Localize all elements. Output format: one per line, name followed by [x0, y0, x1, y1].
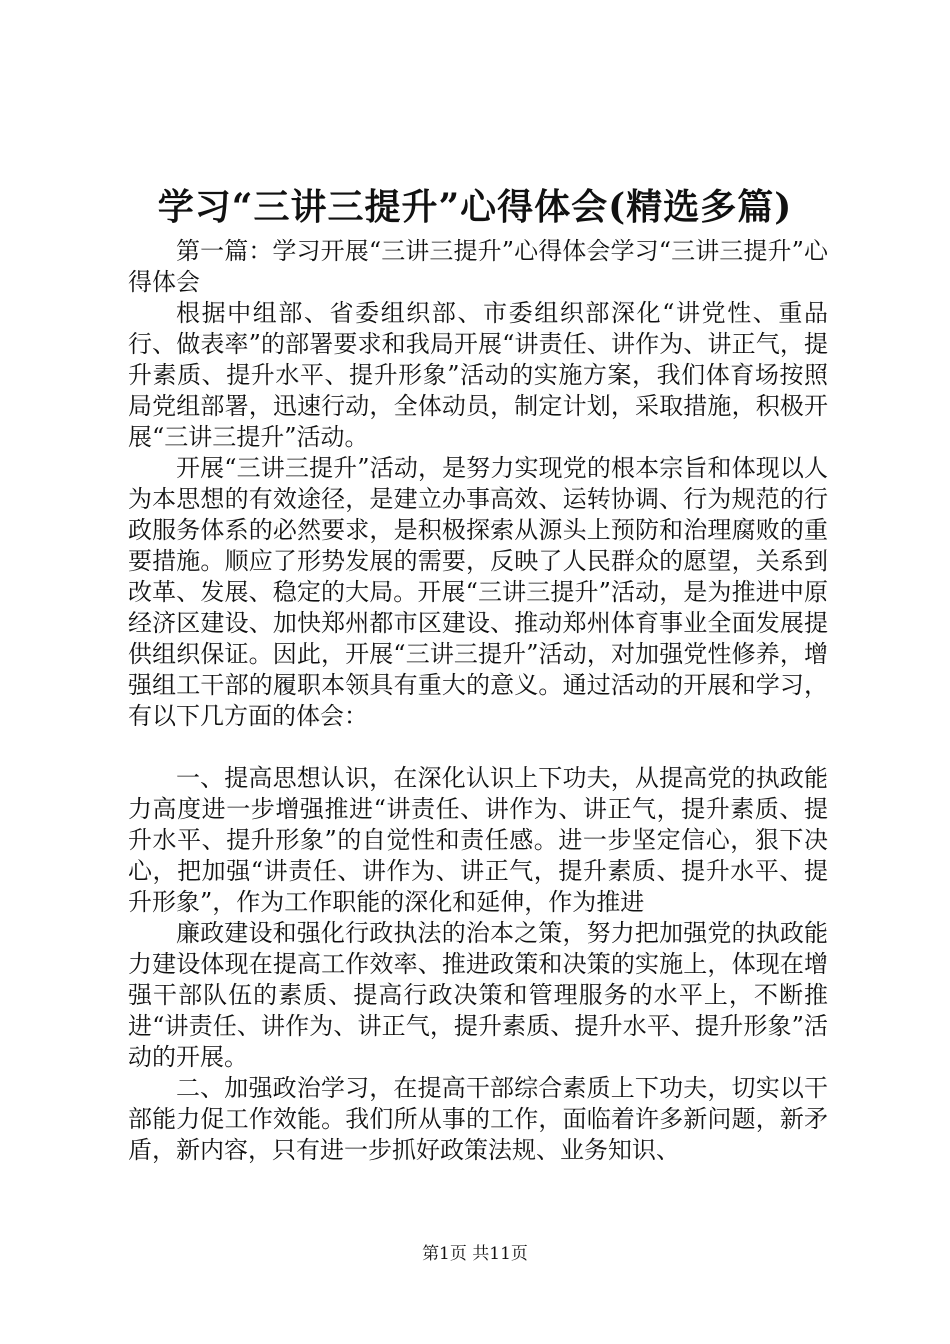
- document-body: [128, 236, 828, 1166]
- paragraph: 二、加强政治学习，在提高干部综合素质上下功夫，切实以干部能力促工作效能。我们所从事的工作，面临着许多新问题，新矛盾，新内容，只有进一步抓好政策法规、业务知识、: [128, 1074, 828, 1164]
- page-footer: 第1页 共11页: [422, 1244, 528, 1264]
- blank-line: [128, 732, 828, 763]
- paragraph: 一、提高思想认识，在深化认识上下功夫，从提高党的执政能力高度进一步增强推进“讲责任、讲作为、讲正气，提升素质、提升水平、提升形象”的自觉性和责任感。进一步坚定信心，狠下决心，把加强“讲责任、讲作为、讲正气，提升素质、提升水平、提升形象”，作为工作职能的深化和延伸，作为推进: [128, 764, 828, 916]
- paragraph: 根据中组部、省委组织部、市委组织部深化“讲党性、重品行、做表率”的部署要求和我局开展“讲责任、讲作为、讲正气，提升素质、提升水平、提升形象”活动的实施方案，我们体育场按照局党组部署，迅速行动，全体动员，制定计划，采取措施，积极开展“三讲三提升”活动。: [128, 299, 828, 451]
- paragraph-heading: 第一篇：学习开展“三讲三提升”心得体会学习“三讲三提升”心得体会: [128, 237, 828, 296]
- paragraph: 开展“三讲三提升”活动，是努力实现党的根本宗旨和体现以人为本思想的有效途径，是建立办事高效、运转协调、行为规范的行政服务体系的必然要求，是积极探索从源头上预防和治理腐败的重要措施。顺应了形势发展的需要，反映了人民群众的愿望，关系到改革、发展、稳定的大局。开展“三讲三提升”活动，是为推进中原经济区建设、加快郑州都市区建设、推动郑州体育事业全面发展提供组织保证。因此，开展“三讲三提升”活动，对加强党性修养，增强组工干部的履职本领具有重大的意义。通过活动的开展和学习，有以下几方面的体会：: [128, 454, 828, 730]
- document-title: 学习“三讲三提升”心得体会(精选多篇): [157, 186, 793, 228]
- paragraph: 廉政建设和强化行政执法的治本之策，努力把加强党的执政能力建设体现在提高工作效率、推进政策和决策的实施上，体现在增强干部队伍的素质、提高行政决策和管理服务的水平上，不断推进“讲责任、讲作为、讲正气，提升素质、提升水平、提升形象”活动的开展。: [128, 919, 828, 1071]
